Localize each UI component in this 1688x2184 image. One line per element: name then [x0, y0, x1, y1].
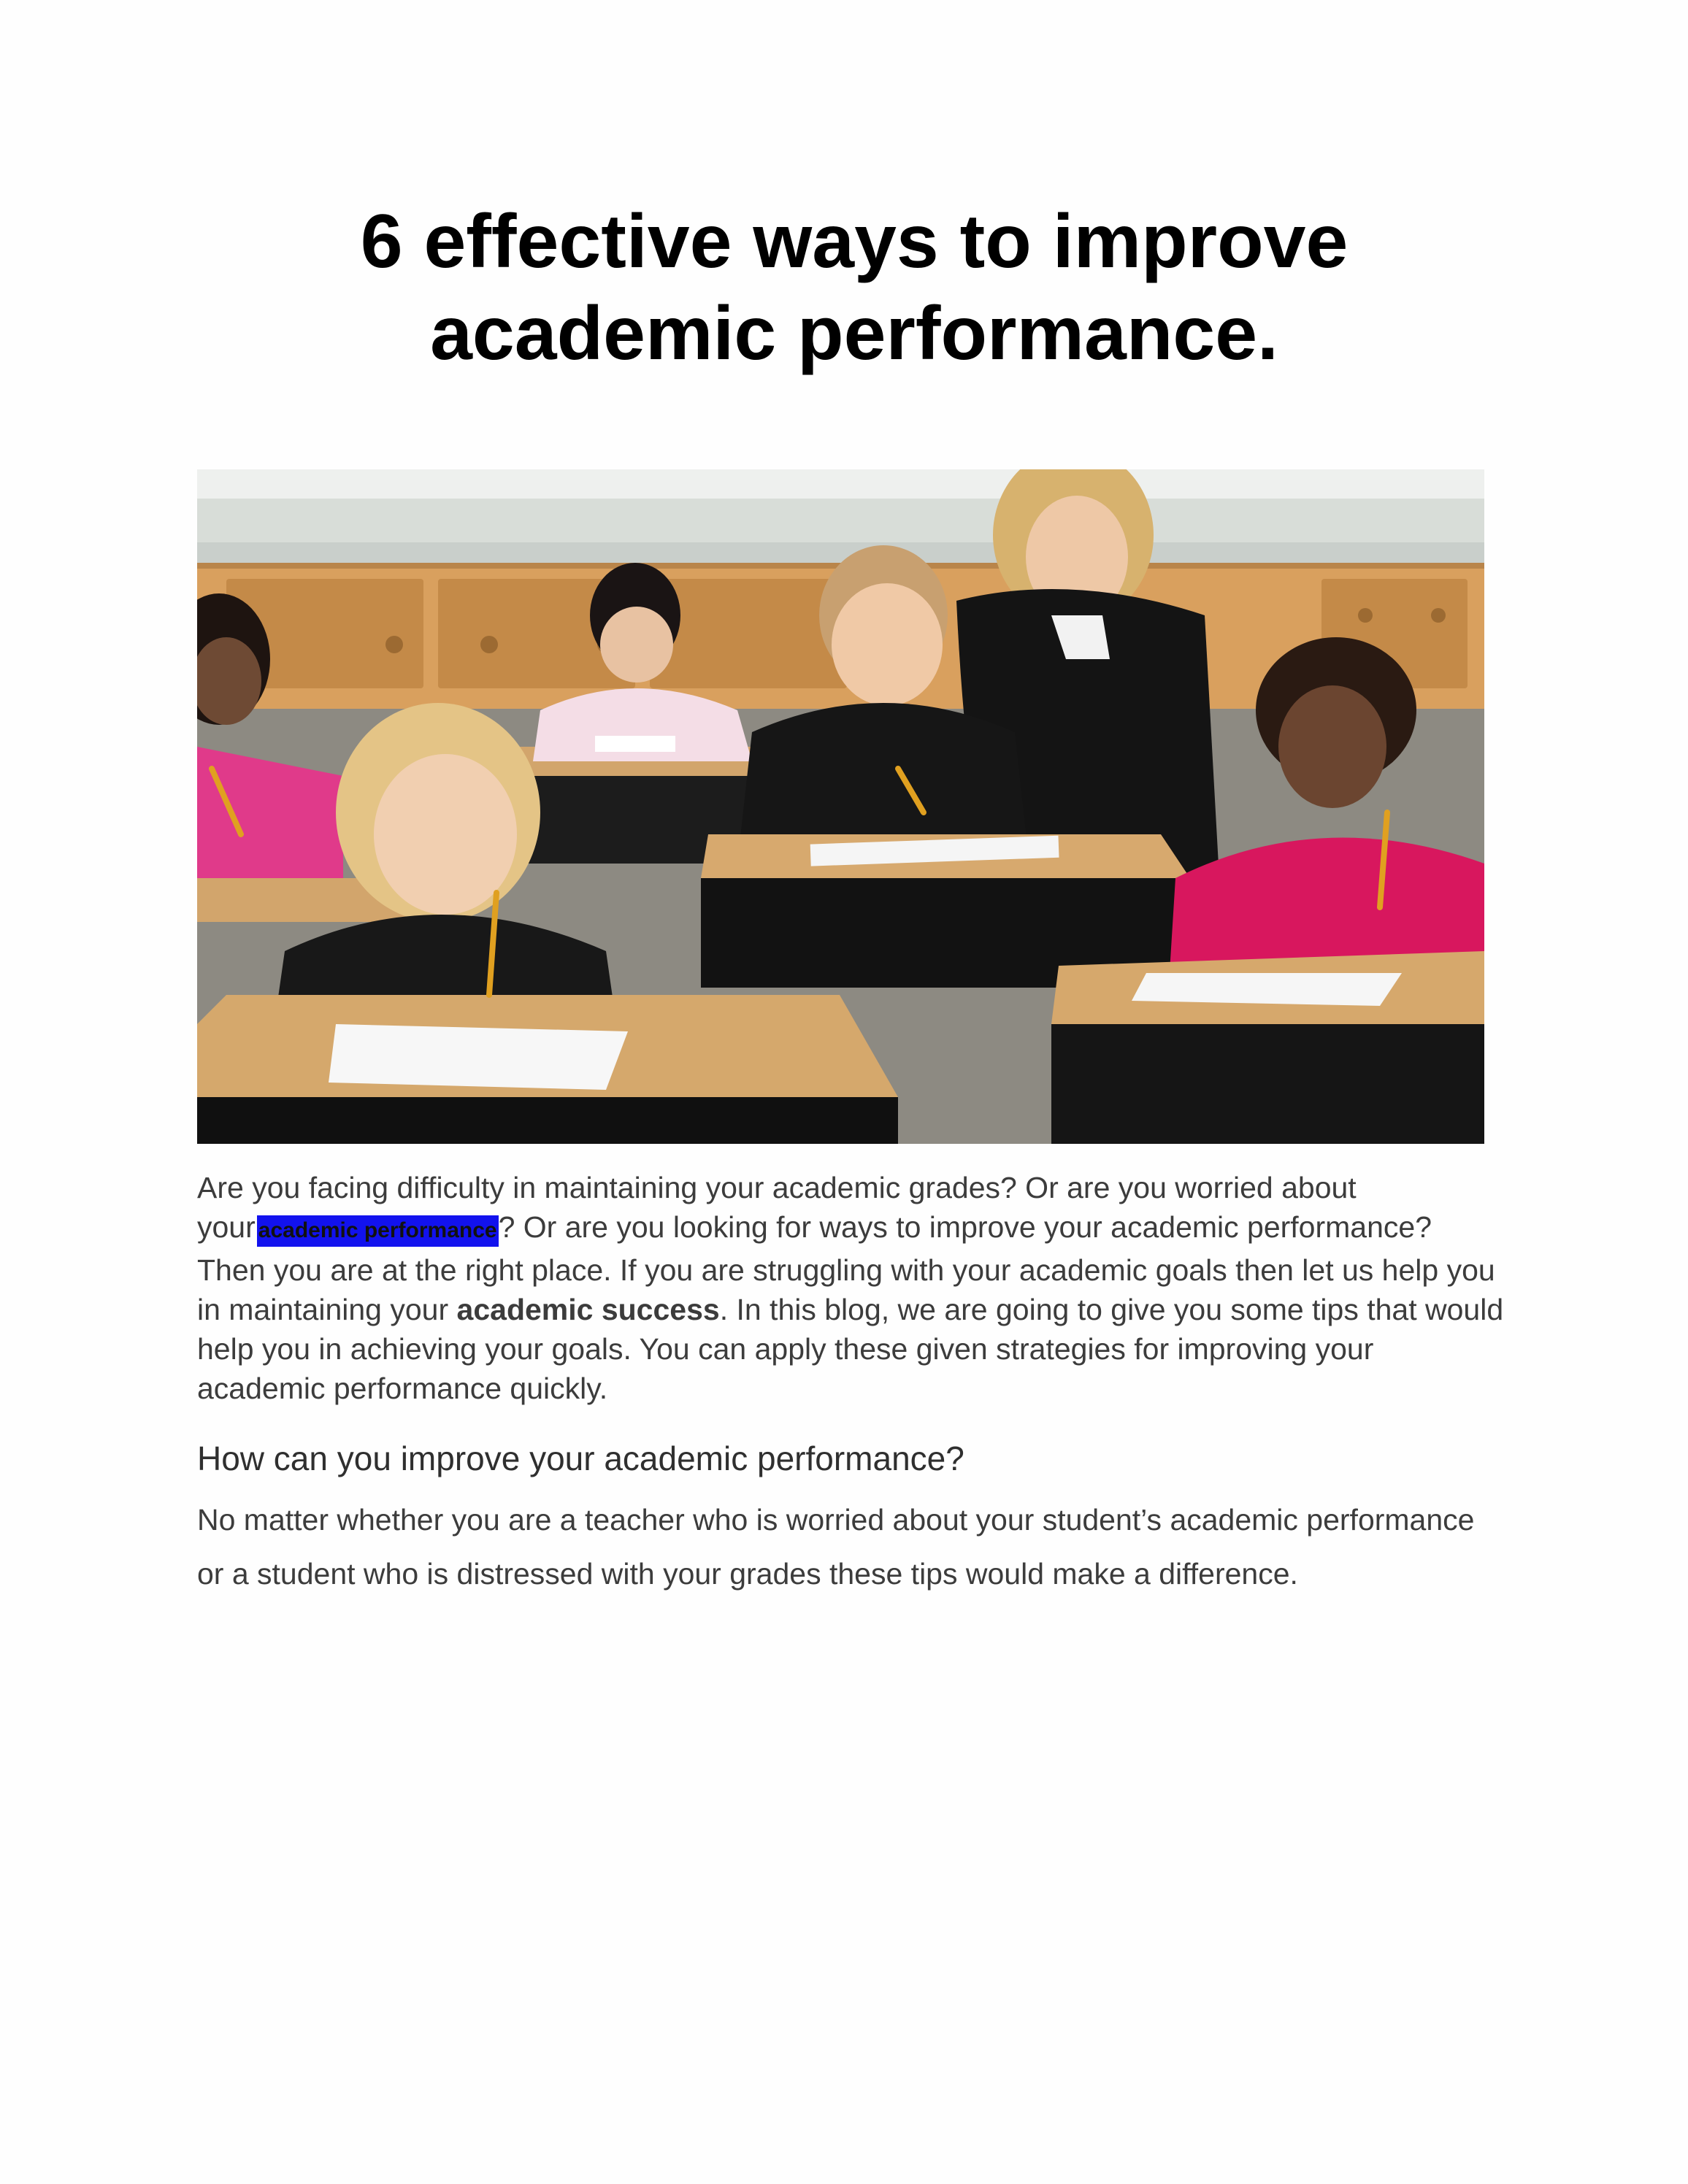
classroom-photo [197, 469, 1484, 1144]
hero-image [197, 469, 1484, 1144]
title-line-2: academic performance. [430, 291, 1278, 376]
section-heading: How can you improve your academic performance? [197, 1439, 964, 1477]
intro-text-1: Are you facing difficulty in maintaining your academic grades? Or are you worried about your [197, 1171, 1357, 1244]
highlighted-link-academic-performance[interactable]: academic performance [257, 1215, 499, 1247]
intro-paragraph [197, 1168, 1504, 1408]
section-paragraph: No matter whether you are a teacher who is worried about your student’s academic performance or a student who is distressed with your grades these tips would make a difference. [197, 1503, 1475, 1591]
intro-text-3: . In this blog, we are going to give you some tips that would help you in achieving your goals. You can apply these given strategies for improving your academic performance quickly. [197, 1293, 1504, 1405]
bold-academic-success: academic success [456, 1293, 720, 1326]
article-title [197, 196, 1511, 380]
intro-text-2: ? Or are you looking for ways to improve your academic performance? Then you are at the right place. If you are struggling with your academic goals then let us help you in maintaining your [197, 1210, 1495, 1326]
title-line-1: 6 effective ways to improve [360, 199, 1349, 284]
